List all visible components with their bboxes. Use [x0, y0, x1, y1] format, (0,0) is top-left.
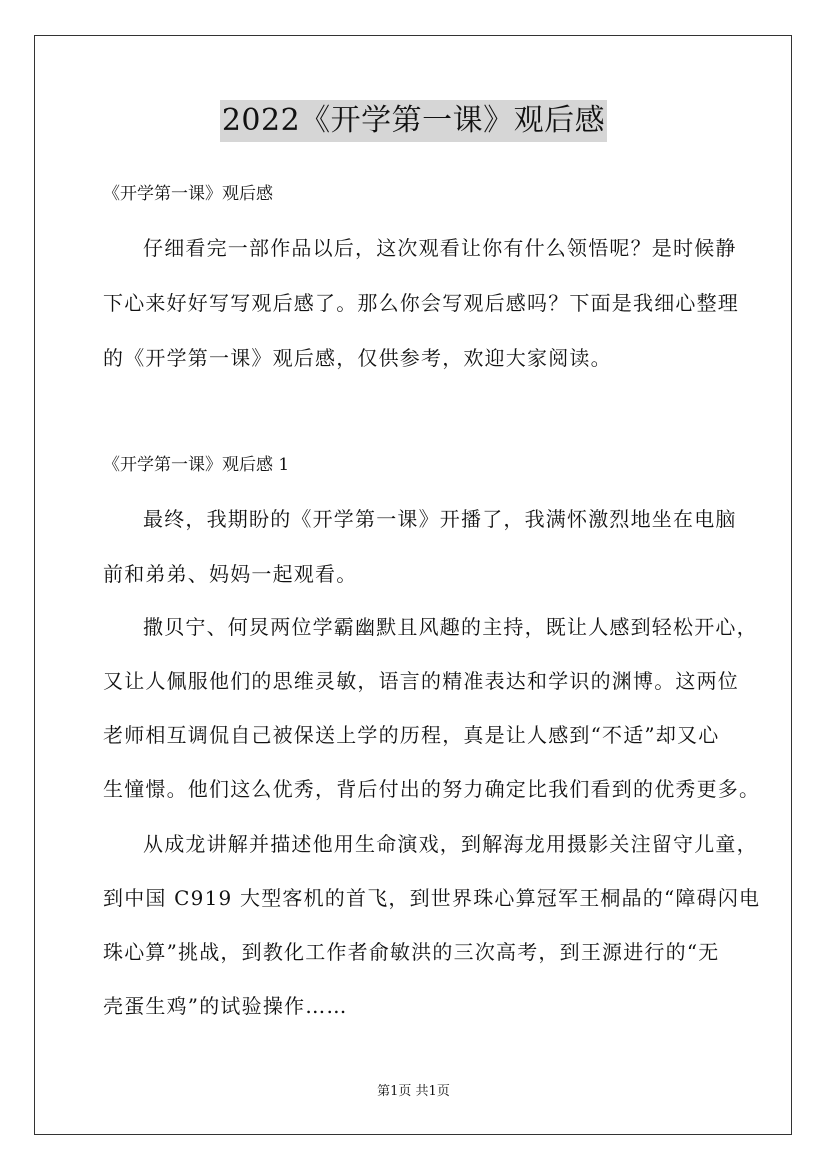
paragraph-line: 仔细看完一部作品以后，这次观看让你有什么领悟呢？是时候静	[143, 236, 737, 260]
document-title: 2022《开学第一课》观后感	[220, 100, 607, 142]
section-heading: 《开学第一课》观后感	[103, 184, 273, 204]
title-wrap	[0, 100, 827, 142]
paragraph-line: 撒贝宁、何炅两位学霸幽默且风趣的主持，既让人感到轻松开心，	[143, 615, 758, 639]
section-heading: 《开学第一课》观后感 1	[103, 455, 290, 475]
paragraph-line: 的《开学第一课》观后感，仅供参考，欢迎大家阅读。	[103, 346, 612, 370]
paragraph-line: 生憧憬。他们这么优秀，背后付出的努力确定比我们看到的优秀更多。	[103, 777, 761, 801]
paragraph-line: 最终，我期盼的《开学第一课》开播了，我满怀激烈地坐在电脑	[143, 507, 737, 531]
paragraph-line: 珠心算”挑战，到教化工作者俞敏洪的三次高考，到王源进行的“无	[103, 940, 720, 964]
paragraph-line: 壳蛋生鸡”的试验操作……	[103, 994, 348, 1018]
paragraph-line: 下心来好好写写观后感了。那么你会写观后感吗？下面是我细心整理	[103, 291, 739, 315]
paragraph-line: 又让人佩服他们的思维灵敏，语言的精准表达和学识的渊博。这两位	[103, 669, 739, 693]
paragraph-line: 老师相互调侃自己被保送上学的历程，真是让人感到“不适”却又心	[103, 723, 720, 747]
paragraph-line: 到中国 C919 大型客机的首飞，到世界珠心算冠军王桐晶的“障碍闪电	[103, 886, 761, 910]
paragraph-line: 前和弟弟、妈妈一起观看。	[103, 562, 358, 586]
paragraph-line: 从成龙讲解并描述他用生命演戏，到解海龙用摄影关注留守儿童，	[143, 832, 758, 856]
page-footer: 第1页 共1页	[377, 1084, 450, 1099]
